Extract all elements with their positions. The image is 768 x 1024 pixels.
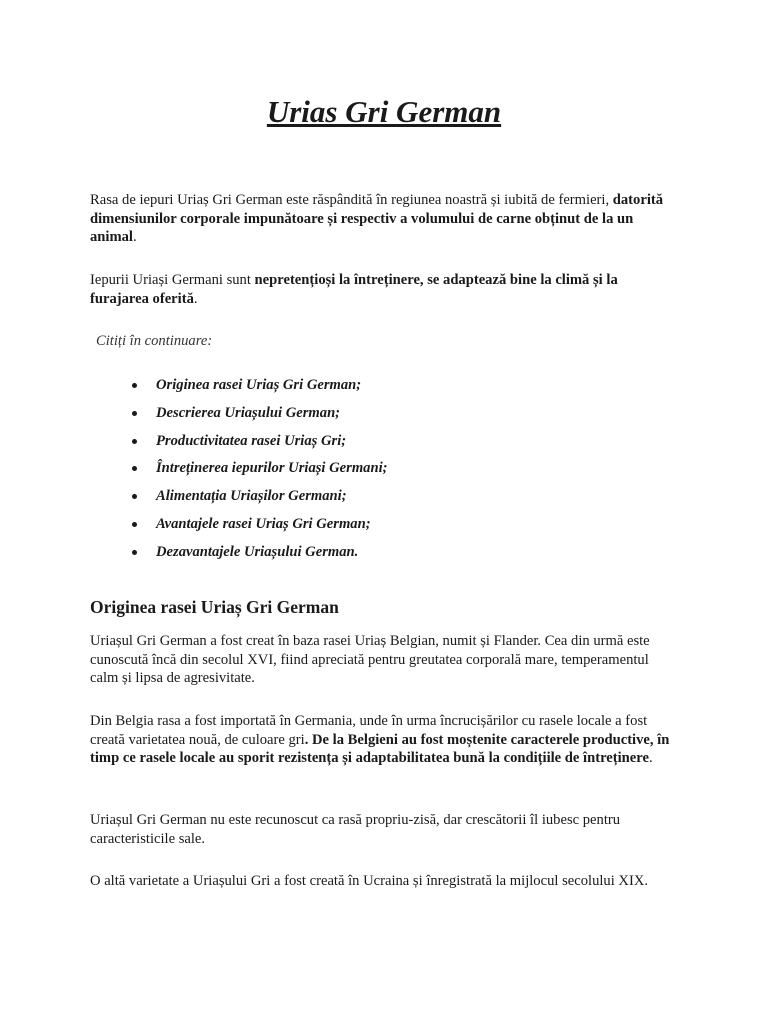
toc-item-productivity[interactable]: Productivitatea rasei Uriaș Gri; xyxy=(130,432,388,460)
toc-item-origin[interactable]: Originea rasei Uriaș Gri German; xyxy=(130,376,388,404)
origin-paragraph-3: Uriașul Gri German nu este recunoscut ca rasă propriu-zisă, dar crescătorii îl iubesc pentru caracteristicile sale. xyxy=(90,812,621,847)
toc-item-disadvantages[interactable]: Dezavantajele Uriașului German. xyxy=(130,543,388,571)
intro-p1-bold: datorită dimensiunilor corporale impunătoare și respectiv a volumului de carne obținut de la un animal xyxy=(90,192,664,245)
intro-p1-text: Rasa de iepuri Uriaș Gri German este răspândită în regiunea noastră și iubită de fermieri, xyxy=(90,192,613,208)
read-more-label: Citiți în continuare: xyxy=(96,333,213,349)
origin-p2-text: Din Belgia rasa a fost importată în Germania, unde în urma încrucișărilor cu rasele locale a fost creată varietatea nouă, de culoare gri xyxy=(90,713,648,748)
toc-item-advantages[interactable]: Avantajele rasei Uriaș Gri German; xyxy=(130,515,388,543)
intro-paragraph-2 xyxy=(90,271,680,308)
toc-item-maintenance[interactable]: Întreținerea iepurilor Uriași Germani; xyxy=(130,459,388,487)
toc-item-description[interactable]: Descrierea Uriașului German; xyxy=(130,404,388,432)
intro-paragraph-1 xyxy=(90,191,680,247)
table-of-contents xyxy=(130,376,388,571)
intro-p2-end: . xyxy=(193,290,198,307)
intro-p2-bold: nepretențioși la întreținere, se adaptează bine la climă și la furajarea oferită xyxy=(90,272,618,307)
section-heading-origin: Originea rasei Uriaș Gri German xyxy=(90,597,339,617)
origin-p2-bold: . De la Belgieni au fost moștenite caracterele productive, în timp ce rasele locale au sporit rezistența și adaptabilitatea bună la condițiile de întreținere xyxy=(90,731,670,766)
origin-p2-end: . xyxy=(648,750,653,766)
origin-paragraph-1: Uriașul Gri German a fost creat în baza rasei Uriaș Belgian, numit și Flander. Cea din urmă este cunoscută încă din secolul XVI, fiind apreciată pentru greutatea corporală mare, temperamentul calm și lipsa de agresivitate. xyxy=(90,633,650,686)
toc-item-feeding[interactable]: Alimentația Uriașilor Germani; xyxy=(130,487,388,515)
origin-paragraph-2 xyxy=(90,712,680,768)
document-title: Urias Gri German xyxy=(266,94,502,129)
intro-p1-end: . xyxy=(132,229,137,245)
intro-p2-text: Iepurii Uriași Germani sunt xyxy=(90,272,255,288)
origin-paragraph-4: O altă varietate a Uriașului Gri a fost creată în Ucraina și înregistrată la mijlocul secolului XIX. xyxy=(90,873,649,889)
